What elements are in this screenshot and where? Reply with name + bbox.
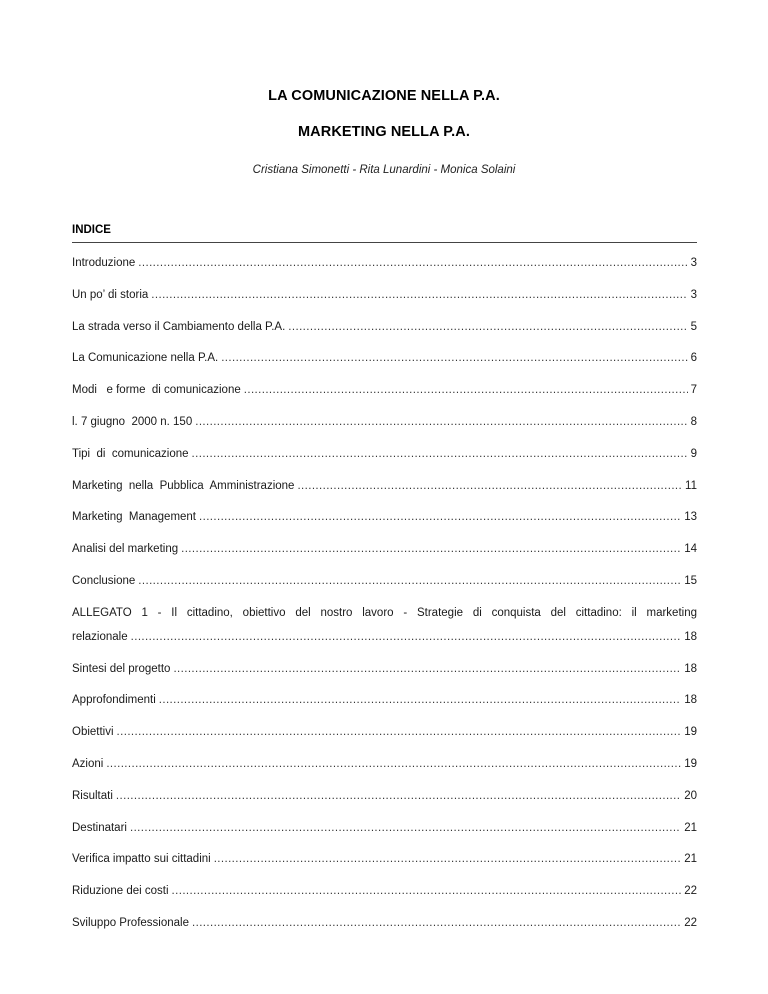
toc-entry-page: 3 — [690, 257, 697, 269]
toc-entry-page: 13 — [684, 511, 697, 524]
toc-entry[interactable] — [72, 445, 697, 463]
toc-entry[interactable] — [72, 286, 697, 304]
toc-entry[interactable] — [72, 318, 697, 336]
toc-entry[interactable] — [72, 914, 697, 932]
toc-entry-title: Risultati — [72, 789, 113, 802]
toc-dot-leader — [173, 660, 681, 678]
toc-dot-leader — [195, 413, 687, 431]
toc-dot-leader — [130, 819, 681, 837]
toc-entry-title: Verifica impatto sui cittadini — [72, 853, 211, 866]
toc-entry-title: Sintesi del progetto — [72, 662, 171, 675]
toc-dot-leader — [117, 723, 682, 741]
toc-entry-title: Riduzione dei costi — [72, 885, 169, 898]
toc-entry-page: 21 — [684, 853, 697, 866]
toc-entry[interactable] — [72, 540, 697, 558]
toc-entry[interactable] — [72, 660, 697, 678]
toc-dot-leader — [199, 508, 681, 526]
toc-dot-leader — [159, 691, 681, 709]
toc-entry-page: 7 — [690, 384, 697, 397]
toc-entry[interactable] — [72, 254, 697, 272]
toc-entry-title: Modi e forme di comunicazione — [72, 384, 241, 397]
toc-entry-title: Un po’ di storia — [72, 288, 149, 301]
toc-entry-title: Approfondimenti — [72, 694, 156, 707]
toc-entry-title-continued: relazionale — [72, 630, 128, 643]
toc-entry[interactable] — [72, 787, 697, 805]
toc-entry[interactable] — [72, 604, 697, 646]
toc-entry-page: 5 — [690, 320, 697, 333]
toc-entry[interactable] — [72, 691, 697, 709]
toc-entry-title: Marketing Management — [72, 511, 197, 524]
toc-dot-leader — [192, 914, 681, 932]
toc-entry-page: 18 — [684, 630, 697, 643]
toc-dot-leader — [214, 850, 682, 868]
toc-entry-title: Sviluppo Professionale — [72, 916, 189, 929]
toc-dot-leader — [297, 477, 682, 495]
toc-entry[interactable] — [72, 381, 697, 399]
document-title: LA COMUNICAZIONE NELLA P.A. — [268, 88, 500, 104]
toc-entry-page: 3 — [690, 288, 697, 301]
toc-dot-leader — [131, 628, 682, 646]
toc-entry[interactable] — [72, 819, 697, 837]
toc-entry-line2 — [72, 628, 697, 646]
toc-dot-leader — [288, 318, 687, 336]
toc-entry-title: Analisi del marketing — [72, 543, 179, 556]
toc-entry-page: 22 — [684, 885, 697, 898]
toc-entry-title: Introduzione — [72, 257, 136, 269]
toc-entry-title: Azioni — [72, 757, 104, 770]
toc-entry[interactable] — [72, 508, 697, 526]
toc-entry[interactable] — [72, 882, 697, 900]
toc-entry-title: Marketing nella Pubblica Amministrazione — [72, 479, 295, 492]
toc-dot-leader — [192, 445, 688, 463]
toc-entry-page: 9 — [690, 447, 697, 460]
table-of-contents — [72, 254, 697, 946]
toc-entry-page: 19 — [684, 757, 697, 770]
toc-entry[interactable] — [72, 755, 697, 773]
toc-entry-title: l. 7 giugno 2000 n. 150 — [72, 415, 193, 428]
toc-entry-title: Conclusione — [72, 574, 136, 587]
toc-entry-page: 14 — [684, 543, 697, 556]
toc-entry[interactable] — [72, 850, 697, 868]
toc-entry[interactable] — [72, 477, 697, 495]
toc-dot-leader — [138, 572, 681, 590]
document-subtitle: MARKETING NELLA P.A. — [298, 124, 470, 140]
toc-entry-title: Tipi di comunicazione — [72, 447, 189, 460]
toc-entry-page: 6 — [690, 352, 697, 365]
toc-dot-leader — [116, 787, 681, 805]
toc-dot-leader — [181, 540, 681, 558]
toc-dot-leader — [106, 755, 681, 773]
toc-entry-page: 11 — [685, 479, 697, 492]
toc-entry-title: La Comunicazione nella P.A. — [72, 352, 219, 365]
toc-entry-page: 21 — [684, 821, 697, 834]
toc-entry-title: Obiettivi — [72, 726, 114, 739]
toc-dot-leader — [138, 254, 687, 272]
toc-entry-title: La strada verso il Cambiamento della P.A. — [72, 320, 286, 333]
toc-dot-leader — [221, 349, 687, 367]
toc-entry-page: 15 — [684, 574, 697, 587]
toc-entry-page: 18 — [684, 662, 697, 675]
toc-dot-leader — [172, 882, 682, 900]
index-divider — [72, 242, 697, 243]
toc-dot-leader — [151, 286, 687, 304]
toc-entry-page: 20 — [684, 789, 697, 802]
toc-entry-page: 8 — [690, 415, 697, 428]
authors-line: Cristiana Simonetti - Rita Lunardini - Monica Solaini — [252, 164, 516, 176]
toc-entry-title: Destinatari — [72, 821, 127, 834]
toc-entry[interactable] — [72, 572, 697, 590]
toc-entry-page: 18 — [684, 694, 697, 707]
toc-entry[interactable] — [72, 413, 697, 431]
toc-entry[interactable] — [72, 723, 697, 741]
toc-entry-page: 19 — [684, 726, 697, 739]
toc-entry-title: ALLEGATO 1 - Il cittadino, obiettivo del nostro lavoro - Strategie di conquista del cittadino: il marketing — [72, 606, 697, 619]
toc-dot-leader — [244, 381, 688, 399]
index-heading: INDICE — [72, 224, 111, 236]
toc-entry-page: 22 — [684, 916, 697, 929]
toc-entry[interactable] — [72, 349, 697, 367]
